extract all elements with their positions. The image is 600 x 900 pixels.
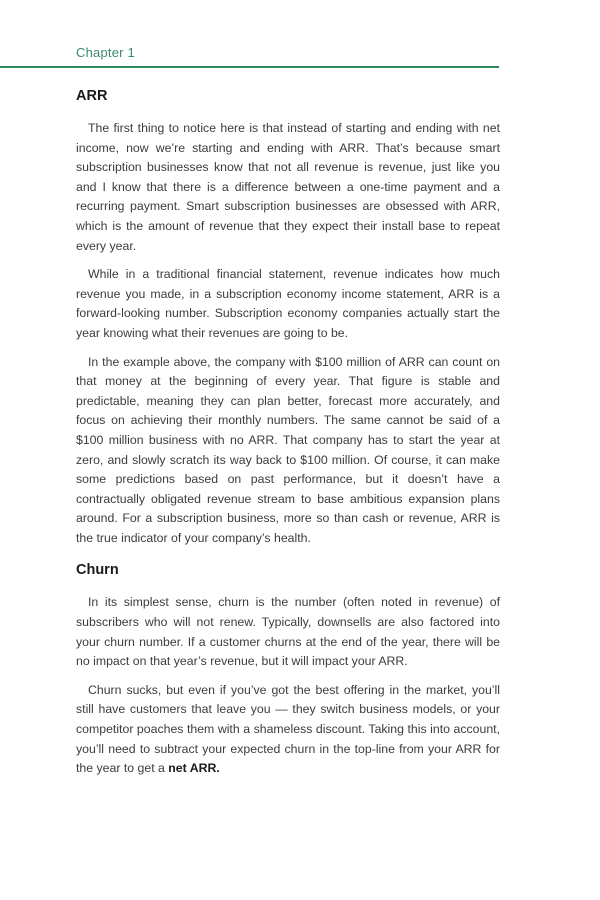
- section-arr: [76, 86, 500, 548]
- paragraph: [76, 681, 500, 779]
- paragraph: In the example above, the company with $100 million of ARR can count on that money at the beginning of every year. That figure is stable and predictable, meaning they can plan better, forecast more accurately, and focus on achieving their monthly numbers. The same cannot be said of a $100 million business with no ARR. That company has to start the year at zero, and slowly scratch its way back to $100 million. Of course, it can make some predictions based on past performance, but it doesn’t have a contractually obligated revenue stream to base ambitious expansion plans around. For a subscription business, more so than cash or revenue, ARR is the true indicator of your company’s health.: [76, 354, 500, 545]
- paragraph: While in a traditional financial statement, revenue indicates how much revenue you made, in a subscription economy income statement, ARR is a forward-looking number. Subscription economy companies actually start the year knowing what their revenues are going to be.: [76, 267, 500, 340]
- section-heading-churn: Churn: [76, 562, 119, 579]
- paragraph: In its simplest sense, churn is the number (often noted in revenue) of subscribers who will not renew. Typically, downsells are also factored into your churn number. If a customer churns at the end of the year, there will be no impact on that year’s revenue, but it will impact your ARR.: [76, 595, 500, 669]
- paragraph: The first thing to notice here is that instead of starting and ending with net income, now we’re starting and ending with ARR. That’s because smart subscription businesses know that not all revenue is revenue, just like you and I know that there is a difference between a one-time payment and a recurring payment. Smart subscription businesses are obsessed with ARR, which is the amount of revenue that they expect their install base to repeat every year.: [76, 121, 500, 253]
- section-churn: [76, 560, 500, 778]
- page-body: [76, 86, 500, 788]
- paragraph-text: Churn sucks, but even if you’ve got the best offering in the market, you’ll still have customers that leave you — they switch business models, or your competitor poaches them with a shameless discount. Taking this into account, you’ll need to subtract your expected churn in the top-line from your ARR for the year to get a: [76, 682, 500, 776]
- section-heading-arr: ARR: [76, 88, 108, 104]
- header-rule: [0, 66, 499, 68]
- running-head: Chapter 1: [76, 45, 135, 60]
- emphasis-net-arr: net ARR.: [168, 761, 220, 776]
